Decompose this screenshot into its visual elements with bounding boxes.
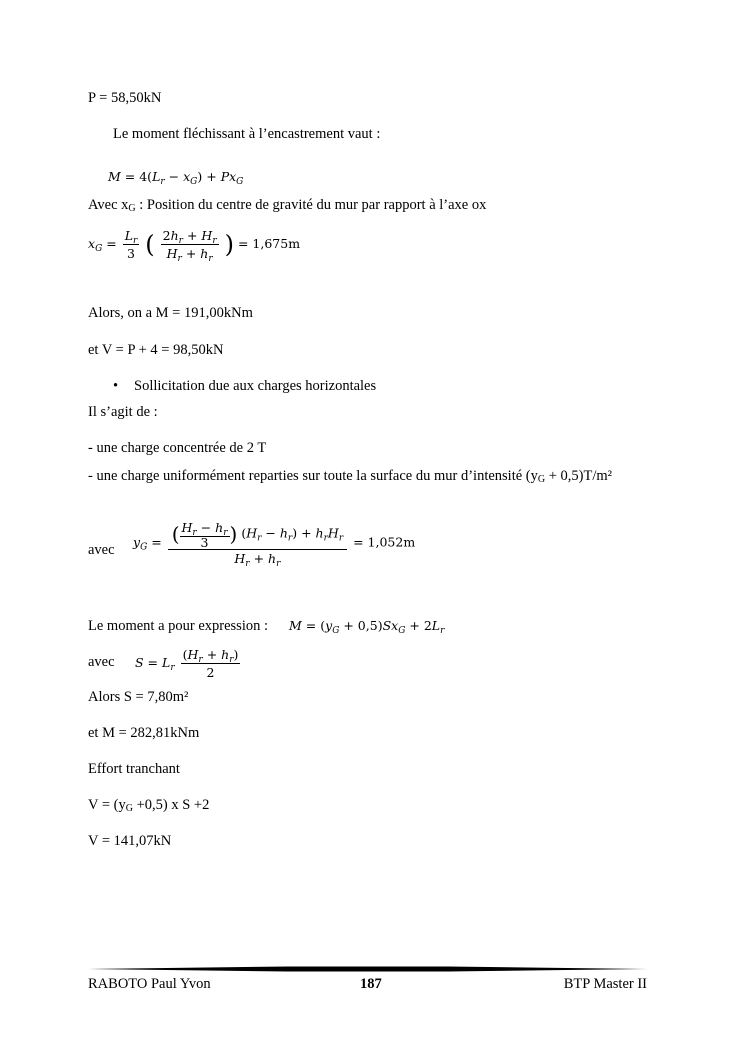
- et-m-line: et M = 282,81kNm: [88, 725, 200, 741]
- charge-uniforme-line: - une charge uniformément reparties sur toute la surface du mur d’intensité (yG + 0,5)T/m²: [88, 468, 613, 485]
- avec-label-2: avec: [88, 654, 115, 670]
- moment-expression-equation: $M = (y_G + 0,5)Sx_G + 2L_r$: [289, 618, 445, 636]
- footer-author: RABOTO Paul Yvon: [88, 976, 211, 992]
- effort-tranchant-heading: Effort tranchant: [88, 761, 180, 777]
- v-formula-line: V = (yG +0,5) x S +2: [88, 797, 210, 814]
- avec-label-1: avec: [88, 542, 115, 558]
- xg-result: = 1,675m: [237, 236, 301, 251]
- v-value-line: V = 141,07kN: [88, 833, 172, 849]
- footer-page-number: 187: [360, 976, 382, 992]
- xg-formula: $x_G$ = $\frac{L_r}{3}$ ( $\frac{2h_r + H_r}{H_r + h_r}$ ) = 1,675m: [88, 228, 301, 264]
- p-value-line: P = 58,50kN: [88, 90, 162, 106]
- footer-divider: [88, 966, 648, 972]
- il-sagit-line: Il s’agit de :: [88, 404, 158, 420]
- s-formula: $S = L_r$ $\frac{(H_r + h_r)}{2}$: [135, 647, 239, 680]
- yg-formula: $y_G$ = ( $\frac{H_r - h_r}{3}$ ) $(H_r - h_r) + h_rH_r$ $H_r + h_r$ = 1,052m: [133, 520, 416, 569]
- alors-s-line: Alors S = 7,80m²: [88, 689, 189, 705]
- et-v-line: et V = P + 4 = 98,50kN: [88, 342, 224, 358]
- moment-encastrement-equation: $M = 4(L_r - x_G) + Px_G$: [108, 169, 244, 187]
- avec-xg-line: Avec xG : Position du centre de gravité du mur par rapport à l’axe ox: [88, 197, 487, 214]
- bullet-icon: •: [113, 378, 119, 394]
- charge-concentree-line: - une charge concentrée de 2 T: [88, 440, 267, 456]
- footer-course: BTP Master II: [563, 976, 647, 992]
- alors-m-line: Alors, on a M = 191,00kNm: [88, 305, 253, 321]
- bullet-title: Sollicitation due aux charges horizontales: [134, 378, 377, 394]
- moment-intro-text: Le moment fléchissant à l’encastrement vaut :: [113, 126, 381, 142]
- moment-expression-label: Le moment a pour expression :: [88, 618, 268, 634]
- yg-result: = 1,052m: [353, 534, 416, 550]
